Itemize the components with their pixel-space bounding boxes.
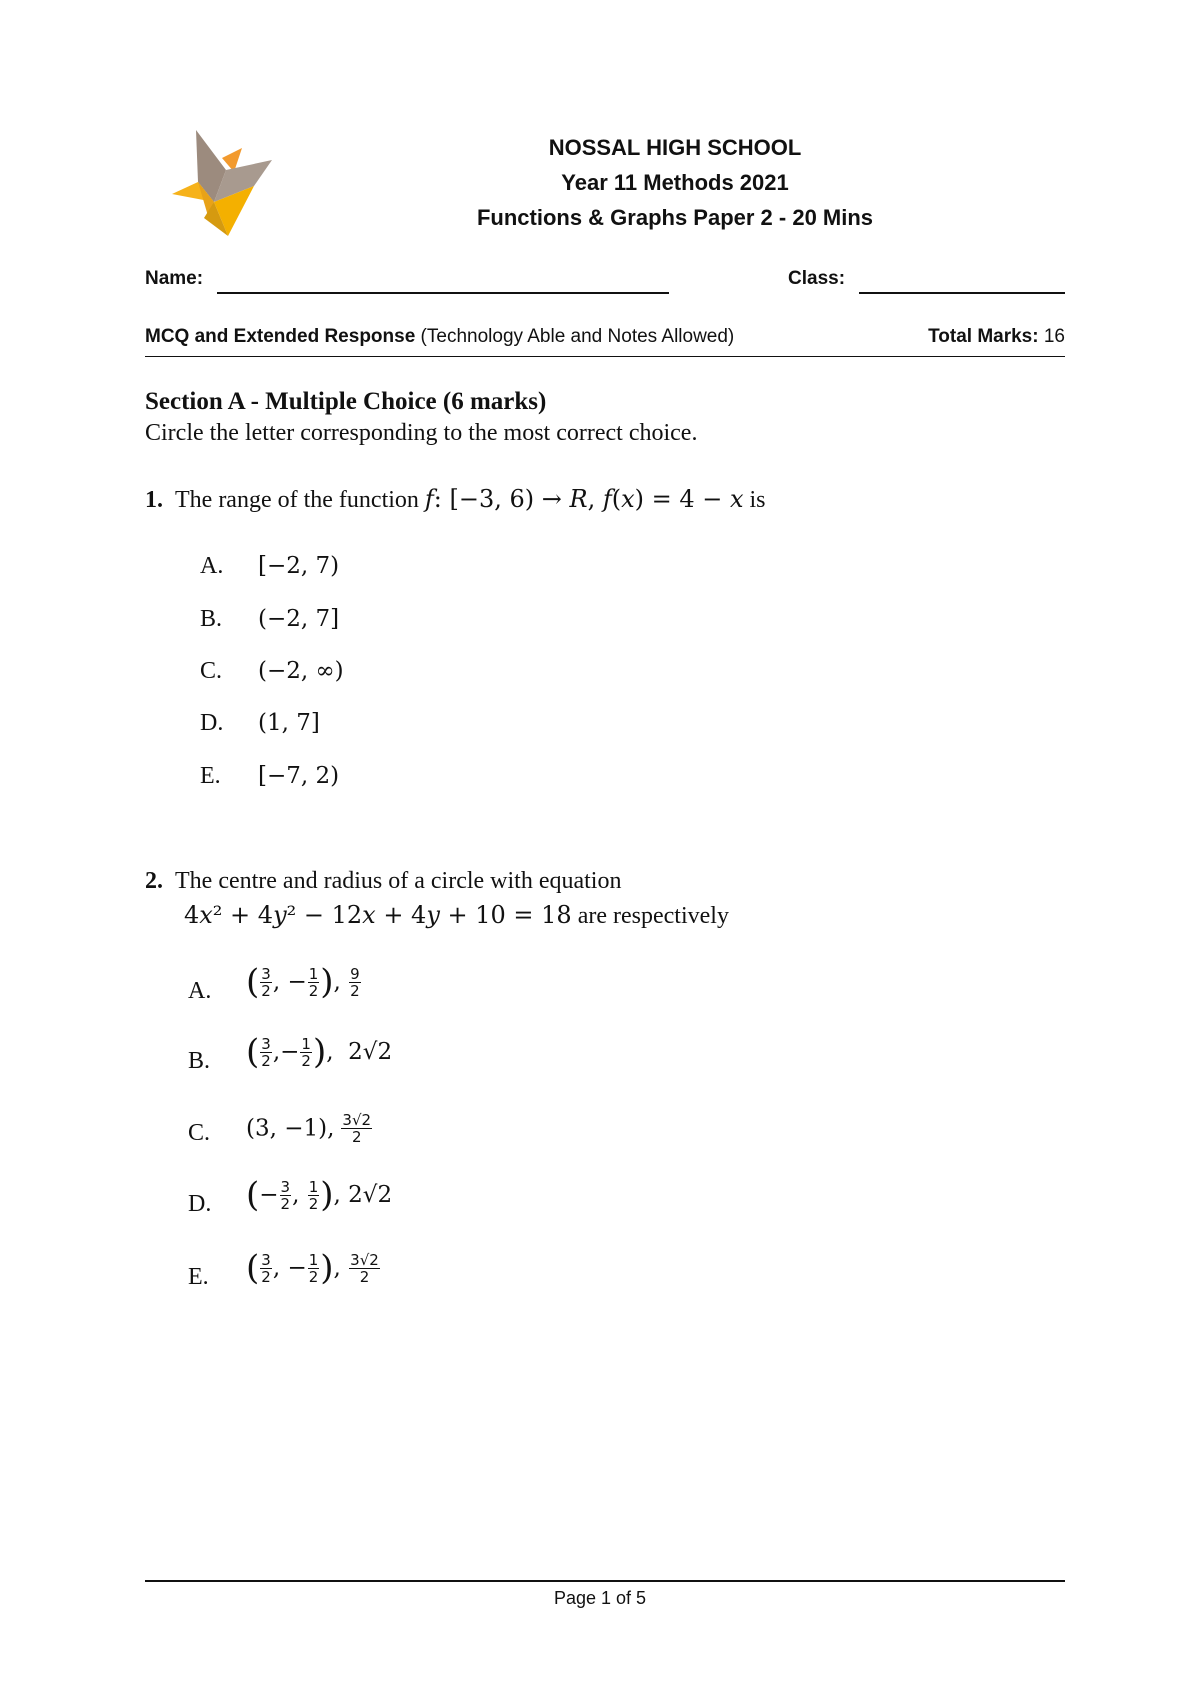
question-text-tail: are respectively [571,903,729,929]
name-label: Name: [145,268,204,289]
q2-option-a[interactable]: A. ( $\frac{3}{2}$ , − $\frac{1}{2}$ ), $\frac{9}{2}$ [188,962,360,1004]
option-value: (− $\frac{3}{2}$ , $\frac{1}{2}$ ), 2√2 [246,1175,393,1215]
class-field[interactable] [859,292,1065,294]
question-2 [145,868,621,895]
q2-option-e[interactable]: E. ( $\frac{3}{2}$ , − $\frac{1}{2}$ ), $\frac{3√2}{2}$ [188,1248,379,1290]
q2-option-b[interactable]: B. ( $\frac{3}{2}$ ,− $\frac{1}{2}$ ), 2√2 [188,1032,393,1074]
section-title: Section A - Multiple Choice (6 marks) [145,388,547,415]
section-instruction: Circle the letter corresponding to the most correct choice. [145,420,698,446]
name-field[interactable] [217,292,669,294]
question-number: 2. [145,868,163,894]
q1-option-d[interactable]: D. (1, 7] [200,710,320,736]
option-value: ( $\frac{3}{2}$ , − $\frac{1}{2}$ ), $\frac{9}{2}$ [246,962,360,1002]
subject-title: Year 11 Methods 2021 [561,170,789,195]
total-marks: Total Marks: 16 [928,326,1065,347]
class-label: Class: [788,268,846,289]
footer-divider [145,1580,1065,1582]
option-value: ( $\frac{3}{2}$ ,− $\frac{1}{2}$ ), 2√2 [246,1032,393,1072]
question-number: 1. [145,487,163,513]
student-fields [145,268,1065,298]
question-1 [145,485,766,514]
q1-option-e[interactable]: E. [−7, 2) [200,763,340,789]
option-value: ( $\frac{3}{2}$ , − $\frac{1}{2}$ ), $\frac{3√2}{2}$ [246,1248,379,1288]
question-text: The centre and radius of a circle with equation [175,868,622,894]
divider [145,356,1065,357]
paper-title: Functions & Graphs Paper 2 - 20 Mins [476,205,874,230]
paper-info [145,326,1065,356]
q2-option-d[interactable]: D. (− $\frac{3}{2}$ , $\frac{1}{2}$ ), 2√2 [188,1175,393,1217]
question-text: The range of the function [175,487,425,513]
option-value: (3, −1), $\frac{3√2}{2}$ [246,1111,372,1146]
q1-option-a[interactable]: A. [−2, 7) [200,553,340,579]
q1-option-b[interactable]: B. (−2, 7] [200,606,340,632]
paper-header [400,130,950,235]
question-text-tail: is [743,487,766,513]
circle-equation: 4𝑥² + 4𝑦² − 12𝑥 + 4𝑦 + 10 = 18 [184,901,572,929]
q1-option-c[interactable]: C. (−2, ∞) [200,658,344,684]
school-name: NOSSAL HIGH SCHOOL [548,135,802,160]
question-math: 𝑓: [−3, 6) → 𝑅, 𝑓(𝑥) = 4 − 𝑥 [424,485,744,513]
school-logo [168,130,280,236]
question-2-equation-line [184,901,729,930]
paper-type: MCQ and Extended Response (Technology Able and Notes Allowed) [145,326,735,347]
page-number: Page 1 of 5 [553,1588,647,1608]
q2-option-c[interactable]: C. (3, −1), $\frac{3√2}{2}$ [188,1111,372,1146]
